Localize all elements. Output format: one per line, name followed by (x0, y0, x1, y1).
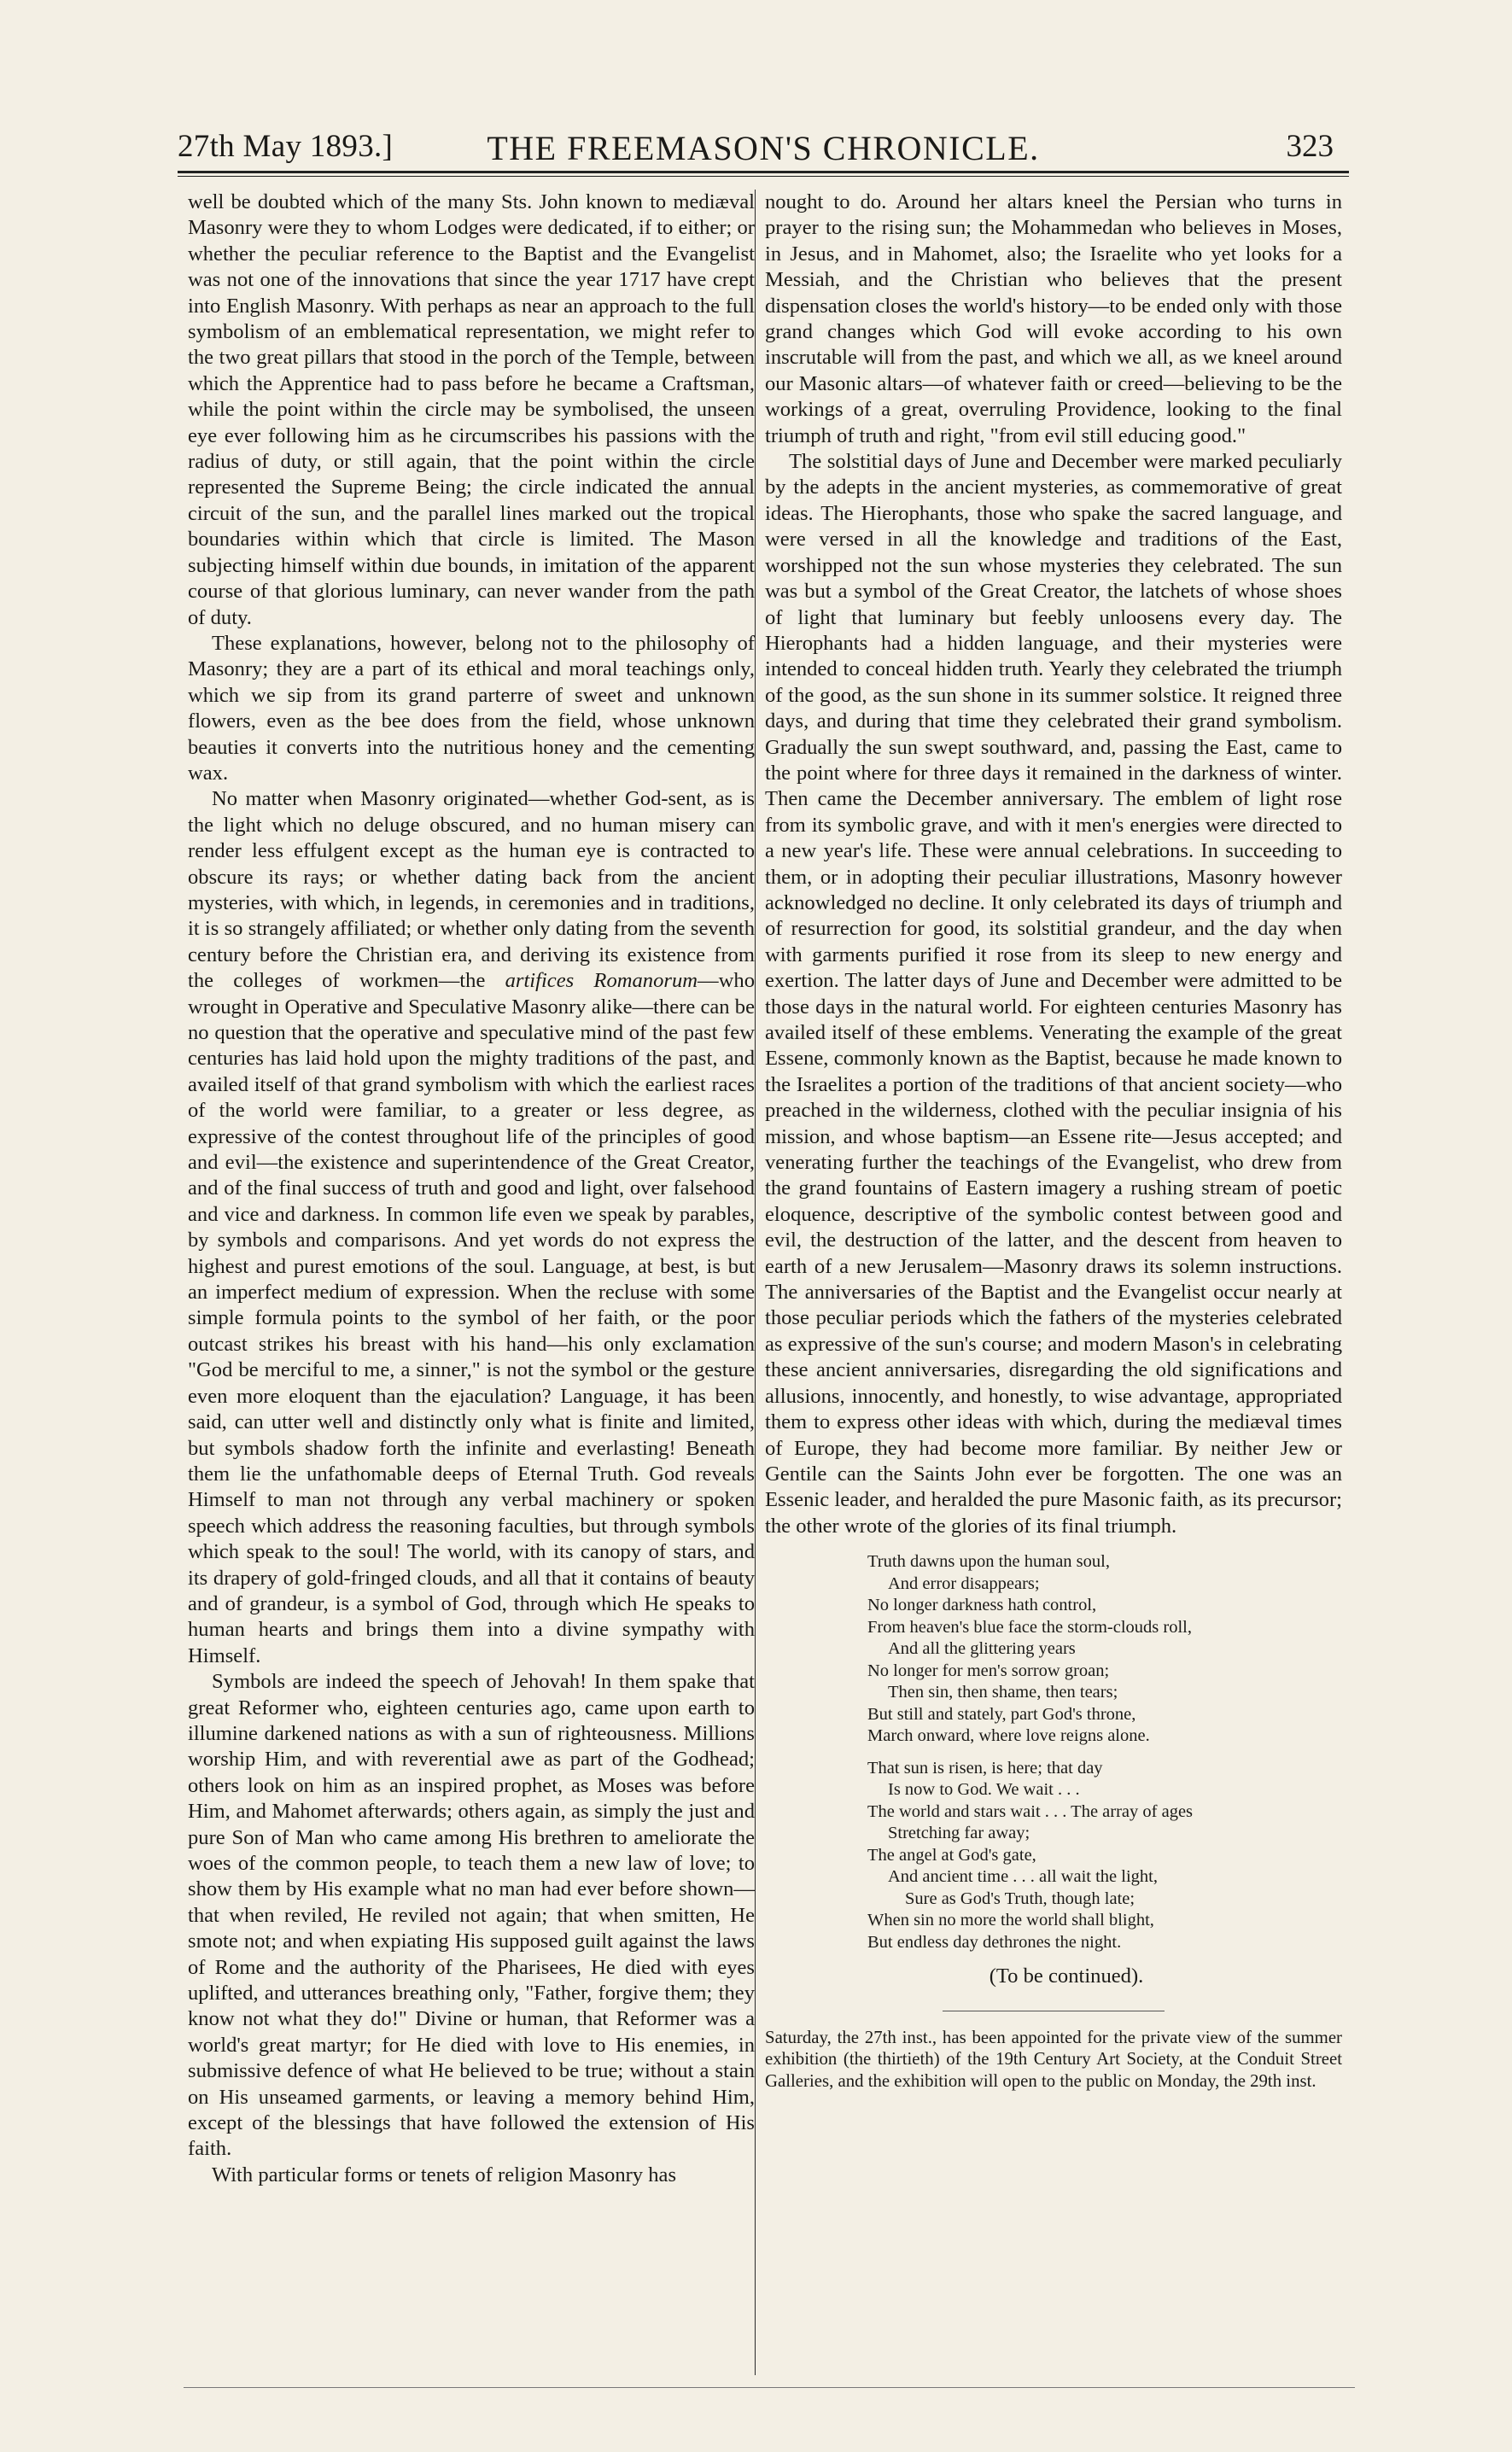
poem-line: The angel at God's gate, (867, 1845, 1036, 1865)
article-paragraph: With particular forms or tenets of religion Masonry has (212, 2163, 677, 2186)
poem-line: But still and stately, part God's throne, (867, 1704, 1136, 1724)
poem-line: Is now to God. We wait . . . (888, 1780, 1080, 1800)
italic-phrase: artifices Romanorum (505, 969, 698, 993)
poem-stanza (867, 1758, 1342, 1954)
page-header (178, 121, 1349, 169)
poem-line: But endless day dethrones the night. (867, 1932, 1122, 1952)
header-rule (178, 171, 1349, 173)
poem-line: Then sin, then shame, then tears; (888, 1683, 1118, 1702)
poem-line: And error disappears; (888, 1573, 1040, 1593)
poem-line: Stretching far away; (888, 1824, 1030, 1843)
poem-line: Sure as God's Truth, though late; (905, 1889, 1135, 1908)
poem-line: No longer for men's sorrow groan; (867, 1661, 1110, 1680)
poem-line: The world and stars wait . . . The array of ages (867, 1801, 1194, 1821)
continued-note: (To be continued). (989, 1965, 1144, 1988)
paragraph-text: —who wrought in Operative and Speculative Masonry alike—there can be no question that the operative and speculative mind of the past few centuries has laid hold upon the mighty traditions of the past, and availed itself of that grand symbolism with which the earliest races of the world were familiar, to a greater or less degree, as expressive of the contest throughout life of the principles of good and evil—the existence and superintendence of the Great Creator, and of the final success of truth and good and light, over falsehood and vice and darkness. In common life even we speak by parables, by symbols and comparisons. And yet words do not express the highest and purest emotions of the soul. Language, at best, is but an imperfect medium of expression. When the recluse with some simple formula points to the symbol of her faith, or the poor outcast strikes his breast with his hand—his only exclamation "God be merciful to me, a sinner," is not the symbol or the gesture even more eloquent than the ejaculation? Language, it has been said, can utter well and distinctly only what is finite and limited, but symbols shadow forth the infinite and everlasting! Beneath them lie the unfathomable deeps of Eternal Truth. God reveals Himself to man not through any verbal machinery or spoken speech which address the reasoning faculties, but through symbols which speak to the soul! The world, with its canopy of stars, and its drapery of gold-fringed clouds, and all that it contains of beauty and of grandeur, is a symbol of God, through which He speaks to human hearts and brings them into a divine sympathy with Himself. (188, 969, 755, 1667)
article-paragraph: well be doubted which of the many Sts. John known to mediæval Masonry were they to whom Lodges were dedicated, if to either; or whether the peculiar reference to the Baptist and the Evangelist was not one of the innovations that since the year 1717 have crept into English Masonry. With perhaps as near an approach to the full symbolism of an emblematical representation, we might refer to the two great pillars that stood in the porch of the Temple, between which the Apprentice had to pass before he became a Craftsman, while the point within the circle may be symbolised, the unseen eye ever following him as he circumscribes his passions with the radius of duty, or still again, that the point within the circle represented the Supreme Being; the circle indicated the annual circuit of the sun, and the parallel lines marked out the tropical boundaries within which that circle is limited. The Mason subjecting himself within due bounds, in imitation of the apparent course of that glorious luminary, can never wander from the path of duty. (188, 190, 755, 629)
right-column (765, 190, 1342, 2093)
poem-line: Truth dawns upon the human soul, (867, 1552, 1110, 1572)
poem-line: And all the glittering years (888, 1639, 1076, 1659)
poem-line: No longer darkness hath control, (867, 1596, 1097, 1615)
paragraph-text: No matter when Masonry originated—whether God-sent, as is the light which no deluge obscured, and no human misery can render less effulgent except as the human eye is contracted to obscure its rays; or whether dating back from the ancient mysteries, with which, in legends, in ceremonies and in traditions, it is so strangely affiliated; or whether only dating from the seventh century before the Christian era, and deriving its existence from the colleges of workmen—the (188, 787, 755, 993)
header-rule-thin (178, 176, 1349, 177)
poem-stanza (867, 1551, 1342, 1748)
poem-line: That sun is risen, is here; that day (867, 1758, 1103, 1778)
exhibition-notice: Saturday, the 27th inst., has been appointed for the private view of the summer exhibition (the thirtieth) of the 19th Century Art Society, at the Conduit Street Galleries, and the exhibition will open to the public on Monday, the 29th inst. (765, 2027, 1342, 2092)
issue-date: 27th May 1893.] (178, 129, 394, 164)
publication-title: THE FREEMASON'S CHRONICLE. (487, 129, 1040, 167)
left-column (188, 190, 755, 2188)
page-number: 323 (1286, 129, 1334, 164)
article-paragraph: nought to do. Around her altars kneel the Persian who turns in prayer to the rising sun; the Mohammedan who believes in Moses, in Jesus, and in Mahomet, also; the Israelite who yet looks for a Messiah, and the Christian who believes that the present dispensation closes the world's history—to be ended only with those grand changes which God will evoke according to his own inscrutable will from the past, and which we all, as we kneel around our Masonic altars—of whatever faith or creed—believing to be the workings of a great, overruling Providence, looking to the final triumph of truth and right, "from evil still educing good." (765, 190, 1342, 447)
article-paragraph: Symbols are indeed the speech of Jehovah! In them spake that great Reformer who, eighteen centuries ago, came upon earth to illumine darkened nations as with a sun of righteousness. Millions worship Him, and with reverential awe as part of the Godhead; others look on him as an inspired prophet, as Moses was before Him, and Mahomet afterwards; others again, as simply the just and pure Son of Man who came among His brethren to ameliorate the woes of the common people, to teach them a new law of love; to show them by His example what no man had ever before shown—that when reviled, He reviled not again; that when smitten, He smote not; and when expiating His supposed guilt against the laws of Rome and the authority of the Pharisees, He died with eyes uplifted, and utterances breathing only, "Father, forgive them; they know not what they do!" Divine or human, that Reformer was a world's great martyr; for He died with love to His enemies, in submissive defence of what He believed to be true; without a stain on His unseamed garments, or leaving a memory behind Him, except of the blessings that have followed the extension of His faith. (188, 1670, 755, 2161)
page-bottom-rule (184, 2387, 1355, 2388)
poem-line: And ancient time . . . all wait the light, (888, 1867, 1158, 1887)
article-paragraph: The solstitial days of June and December were marked peculiarly by the adepts in the ancient mysteries, as commemorative of great ideas. The Hierophants, those who spake the sacred language, and were versed in all the knowledge and traditions of the East, worshipped not the sun whose mysteries they celebrated. The sun was but a symbol of the Great Creator, the latchets of whose shoes of light that luminary but feebly unloosens every day. The Hierophants had a hidden language, and their mysteries were intended to conceal hidden truth. Yearly they celebrated the triumph of the good, as the sun shone in its summer solstice. It reigned three days, and during that time they celebrated their grand symbolism. Gradually the sun swept southward, and, passing the East, came to the point where for three days it remained in the darkness of winter. Then came the December anniversary. The emblem of light rose from its symbolic grave, and with it men's energies were directed to a new year's life. These were annual celebrations. In succeeding to them, or in adopting their peculiar illustrations, Masonry however acknowledged no decline. It only celebrated its days of triumph and of resurrection for good, its solstitial grandeur, and the day when with garments purified it rose from its sleep to new energy and exertion. The latter days of June and December were admitted to be those days in the natural world. For eighteen centuries Masonry has availed itself of these emblems. Venerating the example of the great Essene, commonly known as the Baptist, because he made known to the Israelites a portion of the traditions of that ancient society—who preached in the wilderness, clothed with the peculiar insignia of his mission, and whose baptism—an Essene rite—Jesus accepted; and venerating further the teachings of the Evangelist, who drew from the grand fountains of Eastern imagery a rushing stream of poetic eloquence, descriptive of the symbolic contest between good and evil, the destruction of the latter, and the descent from heaven to earth of a new Jerusalem—Masonry draws its solemn instructions. The anniversaries of the Baptist and the Evangelist occur nearly at those peculiar periods which the fathers of the mysteries celebrated as expressive of the sun's course; and modern Mason's in celebrating these ancient anniversaries, disregarding the old significations and allusions, innocently, and honestly, to wise advantage, appropriated them to express other ideas with which, during the mediæval times of Europe, they had become more familiar. By neither Jew or Gentile can the Saints John ever be forgotten. The one was an Essenic leader, and heralded the pure Masonic faith, as its precursor; the other wrote of the glories of its final triumph. (765, 450, 1342, 1538)
poem-line: When sin no more the world shall blight, (867, 1911, 1154, 1930)
poem (867, 1551, 1342, 1953)
column-divider (755, 190, 756, 2375)
poem-line: March onward, where love reigns alone. (867, 1726, 1150, 1746)
article-paragraph (188, 786, 755, 1669)
article-paragraph: These explanations, however, belong not to the philosophy of Masonry; they are a part of its ethical and moral teachings only, which we sip from its grand parterre of sweet and unknown flowers, even as the bee does from the field, whose unknown beauties it converts into the nutritious honey and the cementing wax. (188, 631, 755, 785)
poem-line: From heaven's blue face the storm-clouds roll, (867, 1617, 1192, 1637)
